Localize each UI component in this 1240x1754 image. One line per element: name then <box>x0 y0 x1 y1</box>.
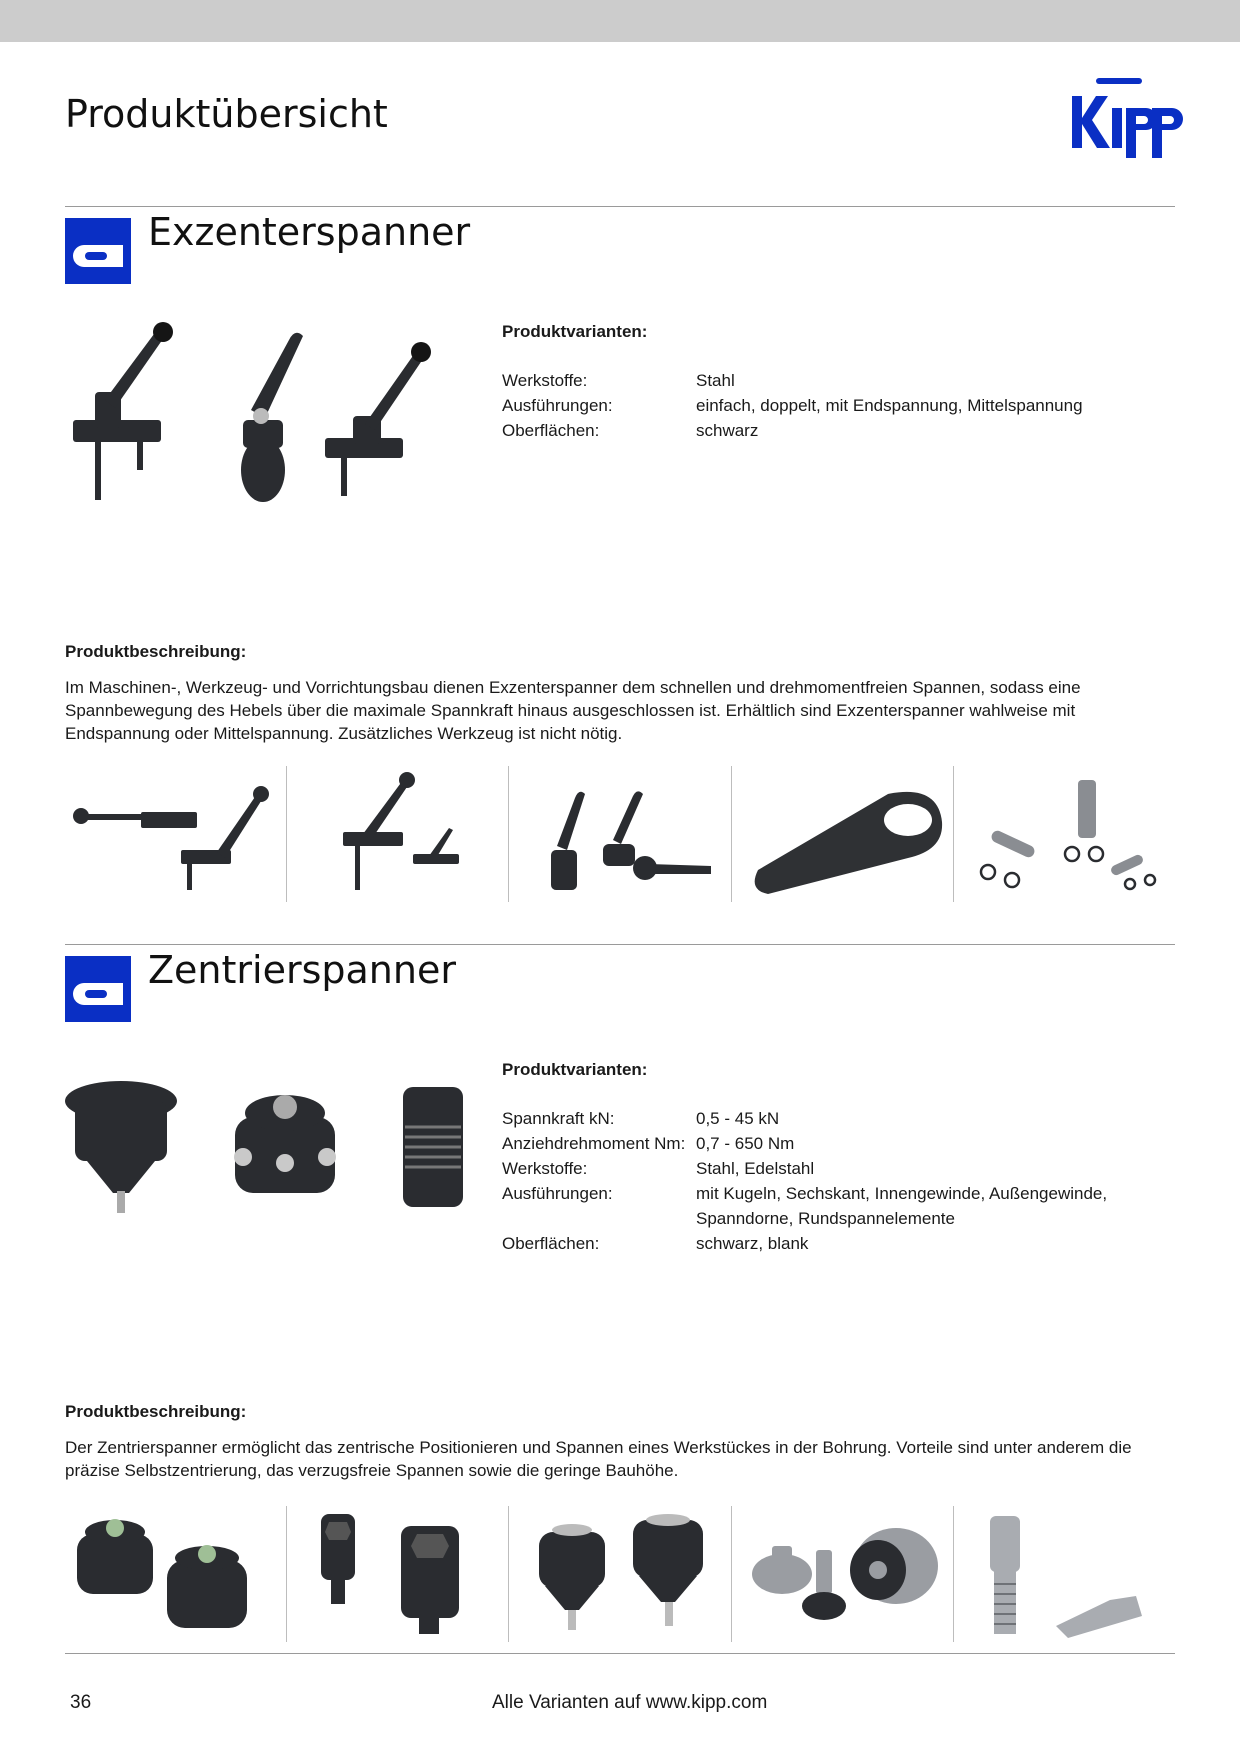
spec-value: schwarz, blank <box>696 1234 809 1253</box>
product-thumbnail[interactable] <box>287 1506 509 1642</box>
product-thumbnail-strip <box>65 766 1175 902</box>
spec-label: Anziehdrehmoment Nm: <box>502 1134 686 1153</box>
spec-value: mit Kugeln, Sechskant, Innengewinde, Außengewinde, Spanndorne, Rundspannelemente <box>696 1184 1108 1228</box>
footer-website-link[interactable]: Alle Varianten auf www.kipp.com <box>492 1692 768 1713</box>
spec-table <box>502 1106 1182 1256</box>
spec-label: Ausführungen: <box>502 396 613 415</box>
spec-label: Ausführungen: <box>502 1184 613 1203</box>
zentrierspanner-product-image <box>65 1052 485 1252</box>
spec-row <box>502 1181 1182 1231</box>
footer-divider <box>65 1653 1175 1654</box>
page-number: 36 <box>70 1692 92 1713</box>
top-bar <box>0 0 1240 42</box>
clamp-category-icon <box>65 956 131 1022</box>
spec-label: Werkstoffe: <box>502 1159 588 1178</box>
spec-row <box>502 368 1182 393</box>
clamp-category-icon <box>65 218 131 284</box>
spec-row <box>502 1131 1182 1156</box>
section-title-zentrierspanner: Zentrierspanner <box>148 948 456 992</box>
description-heading: Produktbeschreibung: <box>65 642 247 661</box>
description-text: Der Zentrierspanner ermöglicht das zentrische Positionieren und Spannen eines Werkstückes in der Bohrung. Vorteile sind unter anderem die präzise Selbstzentrierung, das verzugsfreie Spannen sowie die geringe Bauhöhe. <box>65 1438 1132 1480</box>
spec-value: Stahl <box>696 371 735 390</box>
spec-row <box>502 393 1182 418</box>
variants-heading: Produktvarianten: <box>502 1060 648 1079</box>
section-title-exzenterspanner: Exzenterspanner <box>148 210 471 254</box>
exzenterspanner-product-image <box>65 320 485 520</box>
kipp-logo[interactable] <box>1068 74 1188 166</box>
product-thumbnail-strip <box>65 1506 1175 1642</box>
product-thumbnail[interactable] <box>732 766 954 902</box>
spec-row <box>502 1156 1182 1181</box>
product-thumbnail[interactable] <box>954 1506 1175 1642</box>
product-thumbnail[interactable] <box>65 766 287 902</box>
spec-label: Spannkraft kN: <box>502 1109 615 1128</box>
product-thumbnail[interactable] <box>954 766 1175 902</box>
spec-value: schwarz <box>696 421 759 440</box>
spec-label: Oberflächen: <box>502 1234 600 1253</box>
product-thumbnail[interactable] <box>287 766 509 902</box>
product-thumbnail[interactable] <box>732 1506 954 1642</box>
product-thumbnail[interactable] <box>509 1506 731 1642</box>
section-divider <box>65 206 1175 207</box>
spec-value: 0,5 - 45 kN <box>696 1109 780 1128</box>
spec-label: Oberflächen: <box>502 421 600 440</box>
variants-heading: Produktvarianten: <box>502 322 648 341</box>
spec-table <box>502 368 1182 443</box>
product-thumbnail[interactable] <box>65 1506 287 1642</box>
spec-label: Werkstoffe: <box>502 371 588 390</box>
description-heading: Produktbeschreibung: <box>65 1402 247 1421</box>
spec-row <box>502 1231 1182 1256</box>
description-text: Im Maschinen-, Werkzeug- und Vorrichtungsbau dienen Exzenterspanner dem schnellen und drehmomentfreien Spannen, sodass eine Spannbewegung des Hebels über die maximale Spannkraft hinaus ausgeschlossen ist. Erhältlich sind Exzenterspanner wahlweise mit Endspannung oder Mittelspannung. Zusätzliches Werkzeug ist nicht nötig. <box>65 678 1081 743</box>
spec-value: einfach, doppelt, mit Endspannung, Mittelspannung <box>696 396 1083 415</box>
spec-row <box>502 418 1182 443</box>
spec-value: Stahl, Edelstahl <box>696 1159 815 1178</box>
page-title: Produktübersicht <box>65 92 388 136</box>
spec-value: 0,7 - 650 Nm <box>696 1134 795 1153</box>
section-divider <box>65 944 1175 945</box>
product-thumbnail[interactable] <box>509 766 731 902</box>
spec-row <box>502 1106 1182 1131</box>
